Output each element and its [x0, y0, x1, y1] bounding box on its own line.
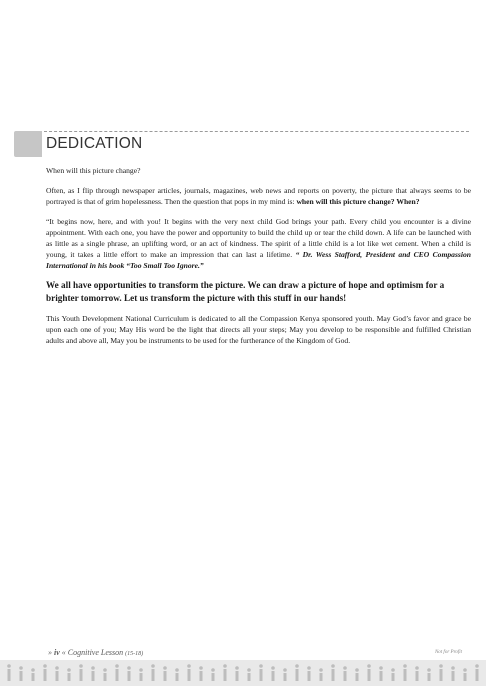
band-figure-head: [103, 668, 107, 672]
footer-section: « Cognitive Lesson: [59, 648, 126, 657]
band-figure-body: [248, 673, 251, 681]
dashed-rule: [44, 131, 469, 132]
band-figure-body: [20, 671, 23, 681]
paragraph-often: [46, 185, 471, 207]
band-figure-head: [319, 668, 323, 672]
band-figure-body: [476, 669, 479, 681]
band-figure-body: [188, 669, 191, 681]
paragraph-quote: [46, 216, 471, 271]
band-figure-head: [295, 664, 299, 668]
band-figure-body: [428, 673, 431, 681]
band-figure-head: [151, 664, 155, 668]
band-figure-body: [392, 673, 395, 681]
dedication-body: [46, 165, 471, 355]
band-figure-head: [223, 664, 227, 668]
band-figure-body: [260, 669, 263, 681]
band-figure-head: [271, 666, 275, 670]
band-figure-head: [475, 664, 479, 668]
band-figure-head: [331, 664, 335, 668]
band-figure-head: [19, 666, 23, 670]
band-figure-head: [43, 664, 47, 668]
band-figure-head: [403, 664, 407, 668]
band-figure-body: [212, 673, 215, 681]
band-figure-body: [464, 673, 467, 681]
band-figure-head: [307, 666, 311, 670]
band-figure-body: [8, 669, 11, 681]
band-figure-head: [175, 668, 179, 672]
band-figure-body: [368, 669, 371, 681]
paragraph-often-bold: when will this picture change? When?: [296, 197, 420, 206]
paragraph-emphasis: We all have opportunities to transform the picture. We can draw a picture of hope and optimism for a brighter tomorrow. Let us transform the picture with this stuff in our hands!: [46, 280, 445, 303]
band-figure-head: [247, 668, 251, 672]
band-figure-head: [283, 668, 287, 672]
quote-attribution: “ Dr. Wess Stafford, President and CEO Compassion International in his book “Too Small Too Ignore.”: [46, 250, 471, 270]
band-figure-body: [128, 671, 131, 681]
band-figure-body: [356, 673, 359, 681]
band-figure-body: [332, 669, 335, 681]
page-title: DEDICATION: [46, 135, 143, 152]
band-figure-head: [139, 668, 143, 672]
paragraph-often-text: Often, as I flip through newspaper articles, journals, magazines, web news and reports on poverty, the picture that always seems to be portrayed is that of grim hopelessness. Then the question that pops in my mind is:: [46, 186, 471, 206]
band-figure-head: [7, 664, 11, 668]
heading-tab-block: [14, 131, 42, 157]
band-figure-head: [127, 666, 131, 670]
paragraph-dedication: This Youth Development National Curriculum is dedicated to all the Compassion Kenya sponsored youth. May God’s favor and grace be upon each one of you; May His word be the light that directs all your steps; May you develop to be responsible and fulfilled Christian adults and above all, May you be instruments to be used for the furtherance of the Kingdom of God.: [46, 314, 471, 345]
band-figure-body: [224, 669, 227, 681]
band-figure-body: [152, 669, 155, 681]
band-figure-body: [284, 673, 287, 681]
band-figure-head: [67, 668, 71, 672]
band-figure-head: [115, 664, 119, 668]
band-figure-head: [199, 666, 203, 670]
footer-page-label: [48, 648, 143, 657]
band-figure-head: [259, 664, 263, 668]
quote-text: “It begins now, here, and with you! It begins with the very next child God brings your path. Every child you encounter is a divine appointment. With each one, you have the power and opportunity to build the child up or tear the child down. A life can be launched with as little as a single phrase, an uplifting word, or an act of kindness. The spirit of a little child is a lot like wet cement. When a child is young, it takes a little effort to make an impression that can last a lifetime.: [46, 217, 471, 259]
footer-page-number: iv: [54, 648, 60, 657]
band-figure-head: [343, 666, 347, 670]
band-figure-body: [140, 673, 143, 681]
band-figure-head: [379, 666, 383, 670]
band-figure-head: [91, 666, 95, 670]
paragraph-question: When will this picture change?: [46, 166, 141, 175]
band-background: [0, 660, 486, 686]
band-figure-body: [416, 671, 419, 681]
band-figure-body: [116, 669, 119, 681]
band-figure-body: [32, 673, 35, 681]
band-figure-body: [104, 673, 107, 681]
band-figure-body: [200, 671, 203, 681]
band-figure-head: [31, 668, 35, 672]
band-figure-head: [79, 664, 83, 668]
band-figure-body: [236, 671, 239, 681]
band-figure-body: [92, 671, 95, 681]
band-figure-body: [80, 669, 83, 681]
footer-prefix: »: [48, 648, 54, 657]
band-figure-head: [439, 664, 443, 668]
band-figure-head: [427, 668, 431, 672]
band-figure-body: [308, 671, 311, 681]
band-figure-body: [344, 671, 347, 681]
band-figure-head: [415, 666, 419, 670]
band-figure-body: [404, 669, 407, 681]
band-figure-body: [272, 671, 275, 681]
band-figure-body: [164, 671, 167, 681]
band-figure-body: [176, 673, 179, 681]
band-figure-body: [68, 673, 71, 681]
footer-range: (15-18): [125, 651, 144, 657]
band-figure-body: [56, 671, 59, 681]
band-figure-body: [380, 671, 383, 681]
band-figure-body: [44, 669, 47, 681]
band-figure-head: [211, 668, 215, 672]
band-figure-body: [320, 673, 323, 681]
band-figure-head: [463, 668, 467, 672]
footer-decorative-band: [0, 660, 486, 686]
band-figure-body: [452, 671, 455, 681]
footer-not-for-profit: Not for Profit: [434, 650, 462, 655]
band-figure-head: [355, 668, 359, 672]
band-figure-body: [296, 669, 299, 681]
band-figure-head: [367, 664, 371, 668]
band-figure-head: [451, 666, 455, 670]
band-figure-head: [163, 666, 167, 670]
band-figure-head: [187, 664, 191, 668]
band-figure-head: [55, 666, 59, 670]
band-figure-head: [391, 668, 395, 672]
band-figure-head: [235, 666, 239, 670]
band-figure-body: [440, 669, 443, 681]
